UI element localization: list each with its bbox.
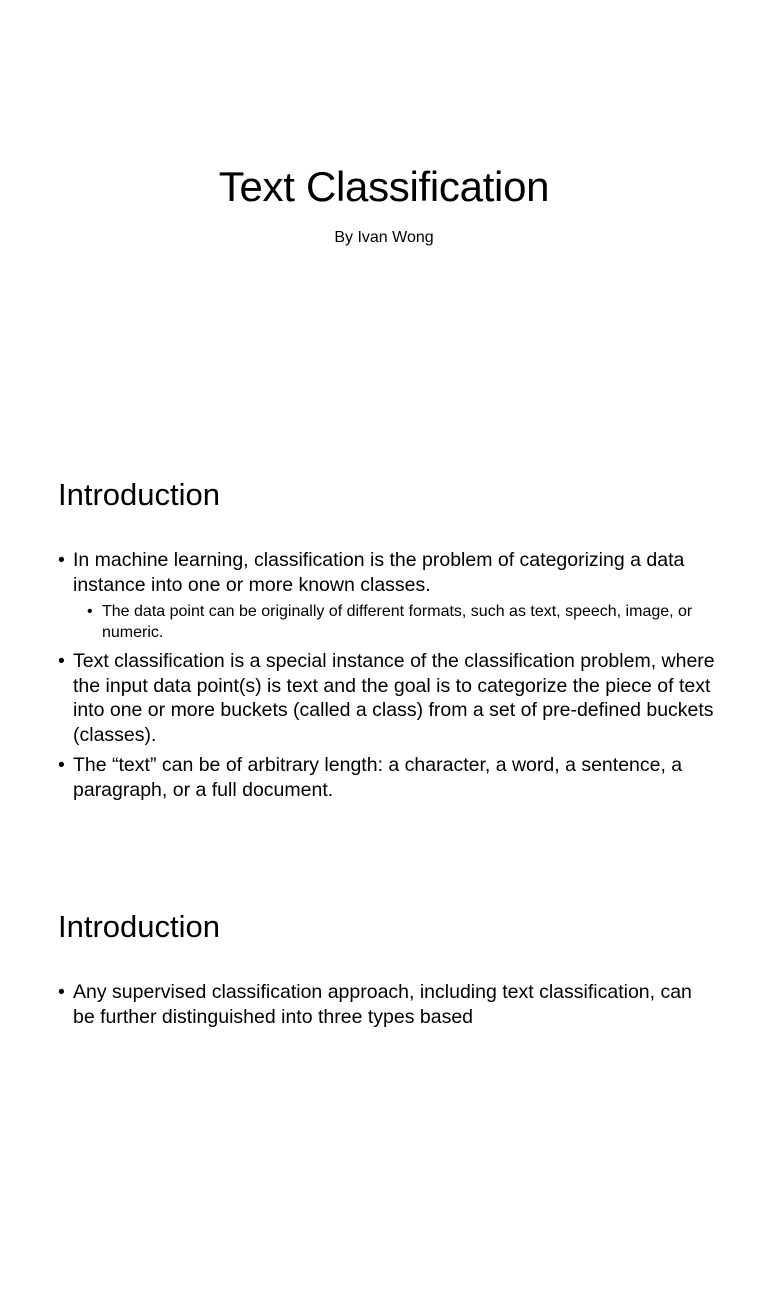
bullet-item — [58, 548, 718, 643]
bullet-text: Any supervised classification approach, including text classification, can be further distinguished into three types based — [73, 981, 692, 1028]
sub-bullet-list — [73, 601, 718, 643]
bullet-item — [58, 649, 718, 747]
bullet-text: Text classification is a special instance of the classification problem, where the input data point(s) is text and the goal is to categorize the piece of text into one or more buckets (called a class) from a set of pre-defined buckets (classes). — [73, 650, 715, 746]
bullet-text: In machine learning, classification is the problem of categorizing a data instance into one or more known classes. — [73, 549, 685, 596]
bullet-text: The “text” can be of arbitrary length: a character, a word, a sentence, a paragraph, or a full document. — [73, 754, 683, 801]
presentation-title: Text Classification — [218, 163, 550, 210]
title-slide — [0, 0, 768, 432]
bullet-list — [58, 980, 718, 1035]
slide-heading: Introduction — [58, 477, 220, 512]
presentation-author: By Ivan Wong — [334, 229, 434, 246]
intro-slide-2 — [0, 864, 768, 1296]
bullet-list — [58, 548, 718, 808]
sub-bullet-item: • The data point can be originally of different formats, such as text, speech, image, or numeric. — [87, 601, 718, 643]
slide-heading: Introduction — [58, 909, 220, 944]
bullet-item — [58, 753, 718, 802]
bullet-item — [58, 980, 718, 1029]
intro-slide-1 — [0, 432, 768, 864]
